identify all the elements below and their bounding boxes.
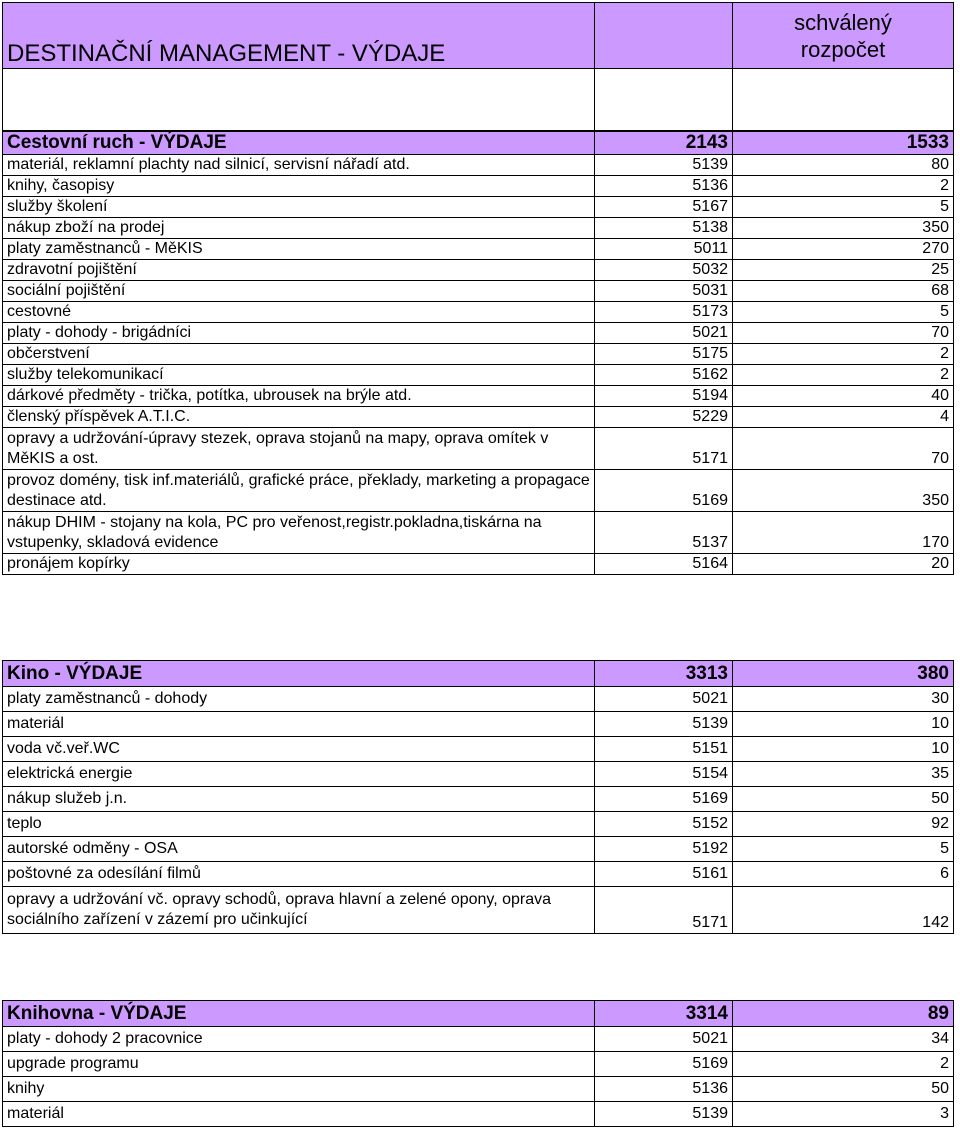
table-row <box>3 687 954 712</box>
row-amount: 4 <box>733 407 954 428</box>
row-label: občerstvení <box>3 344 595 365</box>
row-item: 5164 <box>595 554 733 575</box>
row-label: cestovné <box>3 302 595 323</box>
table-row <box>3 281 954 302</box>
blank-cell <box>3 69 595 131</box>
row-amount: 50 <box>733 787 954 812</box>
row-label: platy zaměstnanců - dohody <box>3 687 595 712</box>
row-label: sociální pojištění <box>3 281 595 302</box>
row-label: opravy a udržování-úpravy stezek, oprava stojanů na mapy, oprava omítek v MěKIS a ost. <box>3 428 595 470</box>
row-label: opravy a udržování vč. opravy schodů, oprava hlavní a zelené opony, oprava sociálního zařízení v zázemí pro učinkující <box>3 887 595 934</box>
row-item: 5139 <box>595 712 733 737</box>
row-item: 5151 <box>595 737 733 762</box>
table-row <box>3 344 954 365</box>
row-item: 5152 <box>595 812 733 837</box>
row-item: 5139 <box>595 155 733 176</box>
row-amount: 70 <box>733 428 954 470</box>
row-label: zdravotní pojištění <box>3 260 595 281</box>
row-amount: 80 <box>733 155 954 176</box>
row-amount: 34 <box>733 1027 954 1052</box>
row-label: platy zaměstnanců - MěKIS <box>3 239 595 260</box>
section-total: 89 <box>733 1001 954 1027</box>
row-item: 5138 <box>595 218 733 239</box>
row-amount: 142 <box>733 887 954 934</box>
table-row <box>3 812 954 837</box>
row-label: dárkové předměty - trička, potítka, ubrousek na brýle atd. <box>3 386 595 407</box>
table-row <box>3 554 954 575</box>
table-row <box>3 512 954 554</box>
row-label: autorské odměny - OSA <box>3 837 595 862</box>
blank-cell <box>733 69 954 131</box>
table-row <box>3 302 954 323</box>
table-row <box>3 1052 954 1077</box>
row-item: 5031 <box>595 281 733 302</box>
row-amount: 2 <box>733 1052 954 1077</box>
row-label: členský příspěvek A.T.I.C. <box>3 407 595 428</box>
row-label: provoz domény, tisk inf.materiálů, grafické práce, překlady, marketing a propagace destinace atd. <box>3 470 595 512</box>
row-item: 5169 <box>595 1052 733 1077</box>
row-label: teplo <box>3 812 595 837</box>
row-label: knihy <box>3 1077 595 1102</box>
table-row <box>3 407 954 428</box>
row-amount: 30 <box>733 687 954 712</box>
row-label: pronájem kopírky <box>3 554 595 575</box>
section-title: Kino - VÝDAJE <box>3 661 595 687</box>
table-row <box>3 837 954 862</box>
row-label: služby telekomunikací <box>3 365 595 386</box>
row-amount: 3 <box>733 1102 954 1127</box>
row-amount: 5 <box>733 197 954 218</box>
row-label: materiál <box>3 1102 595 1127</box>
row-item: 5021 <box>595 323 733 344</box>
table-row <box>3 428 954 470</box>
budget-column-header <box>733 3 954 69</box>
row-label: elektrická energie <box>3 762 595 787</box>
row-amount: 40 <box>733 386 954 407</box>
row-item: 5162 <box>595 365 733 386</box>
row-amount: 5 <box>733 302 954 323</box>
row-amount: 92 <box>733 812 954 837</box>
table-row <box>3 1102 954 1127</box>
row-item: 5136 <box>595 1077 733 1102</box>
row-label: knihy, časopisy <box>3 176 595 197</box>
row-label: nákup služeb j.n. <box>3 787 595 812</box>
row-item: 5021 <box>595 687 733 712</box>
budget-header-line1: schválený <box>794 9 892 35</box>
row-label: poštovné za odesílání filmů <box>3 862 595 887</box>
row-item: 5011 <box>595 239 733 260</box>
section-cestovni-ruch <box>2 131 954 575</box>
row-amount: 50 <box>733 1077 954 1102</box>
section-total: 380 <box>733 661 954 687</box>
row-item: 5175 <box>595 344 733 365</box>
row-amount: 270 <box>733 239 954 260</box>
table-row <box>3 737 954 762</box>
row-item: 5139 <box>595 1102 733 1127</box>
row-amount: 20 <box>733 554 954 575</box>
table-row <box>3 155 954 176</box>
row-item: 5154 <box>595 762 733 787</box>
row-amount: 5 <box>733 837 954 862</box>
row-item: 5137 <box>595 512 733 554</box>
row-item: 5136 <box>595 176 733 197</box>
row-amount: 25 <box>733 260 954 281</box>
row-item: 5169 <box>595 470 733 512</box>
row-amount: 6 <box>733 862 954 887</box>
row-amount: 350 <box>733 218 954 239</box>
row-label: nákup zboží na prodej <box>3 218 595 239</box>
row-label: voda vč.veř.WC <box>3 737 595 762</box>
section-title: Cestovní ruch - VÝDAJE <box>3 132 595 155</box>
row-item: 5161 <box>595 862 733 887</box>
row-item: 5169 <box>595 787 733 812</box>
row-amount: 35 <box>733 762 954 787</box>
table-row <box>3 1027 954 1052</box>
row-label: platy - dohody - brigádníci <box>3 323 595 344</box>
table-row <box>3 239 954 260</box>
page-title: DESTINAČNÍ MANAGEMENT - VÝDAJE <box>3 3 595 69</box>
table-row <box>3 365 954 386</box>
table-row <box>3 197 954 218</box>
header-empty-cell <box>595 3 733 69</box>
section-knihovna <box>2 1000 954 1127</box>
table-row <box>3 862 954 887</box>
row-item: 5032 <box>595 260 733 281</box>
row-amount: 350 <box>733 470 954 512</box>
section-title: Knihovna - VÝDAJE <box>3 1001 595 1027</box>
row-amount: 10 <box>733 737 954 762</box>
section-total: 1533 <box>733 132 954 155</box>
row-label: materiál, reklamní plachty nad silnicí, servisní nářadí atd. <box>3 155 595 176</box>
row-amount: 2 <box>733 176 954 197</box>
table-row <box>3 323 954 344</box>
row-item: 5171 <box>595 428 733 470</box>
row-label: materiál <box>3 712 595 737</box>
section-kino <box>2 660 954 934</box>
blank-cell <box>595 69 733 131</box>
row-item: 5194 <box>595 386 733 407</box>
row-amount: 10 <box>733 712 954 737</box>
row-amount: 170 <box>733 512 954 554</box>
table-row <box>3 386 954 407</box>
row-item: 5192 <box>595 837 733 862</box>
section-code: 3313 <box>595 661 733 687</box>
row-item: 5167 <box>595 197 733 218</box>
table-row <box>3 712 954 737</box>
row-label: upgrade programu <box>3 1052 595 1077</box>
header-table <box>2 2 954 131</box>
table-row <box>3 218 954 239</box>
row-item: 5171 <box>595 887 733 934</box>
row-item: 5229 <box>595 407 733 428</box>
row-amount: 68 <box>733 281 954 302</box>
table-row <box>3 1077 954 1102</box>
row-item: 5021 <box>595 1027 733 1052</box>
row-amount: 70 <box>733 323 954 344</box>
row-amount: 2 <box>733 344 954 365</box>
table-row <box>3 470 954 512</box>
row-label: nákup DHIM - stojany na kola, PC pro veřenost,registr.pokladna,tiskárna na vstupenky, skladová evidence <box>3 512 595 554</box>
row-label: platy - dohody 2 pracovnice <box>3 1027 595 1052</box>
row-item: 5173 <box>595 302 733 323</box>
row-label: služby školení <box>3 197 595 218</box>
table-row <box>3 176 954 197</box>
table-row <box>3 762 954 787</box>
row-amount: 2 <box>733 365 954 386</box>
section-code: 3314 <box>595 1001 733 1027</box>
table-row <box>3 260 954 281</box>
table-row <box>3 887 954 934</box>
section-code: 2143 <box>595 132 733 155</box>
table-row <box>3 787 954 812</box>
budget-header-line2: rozpočet <box>800 36 886 62</box>
